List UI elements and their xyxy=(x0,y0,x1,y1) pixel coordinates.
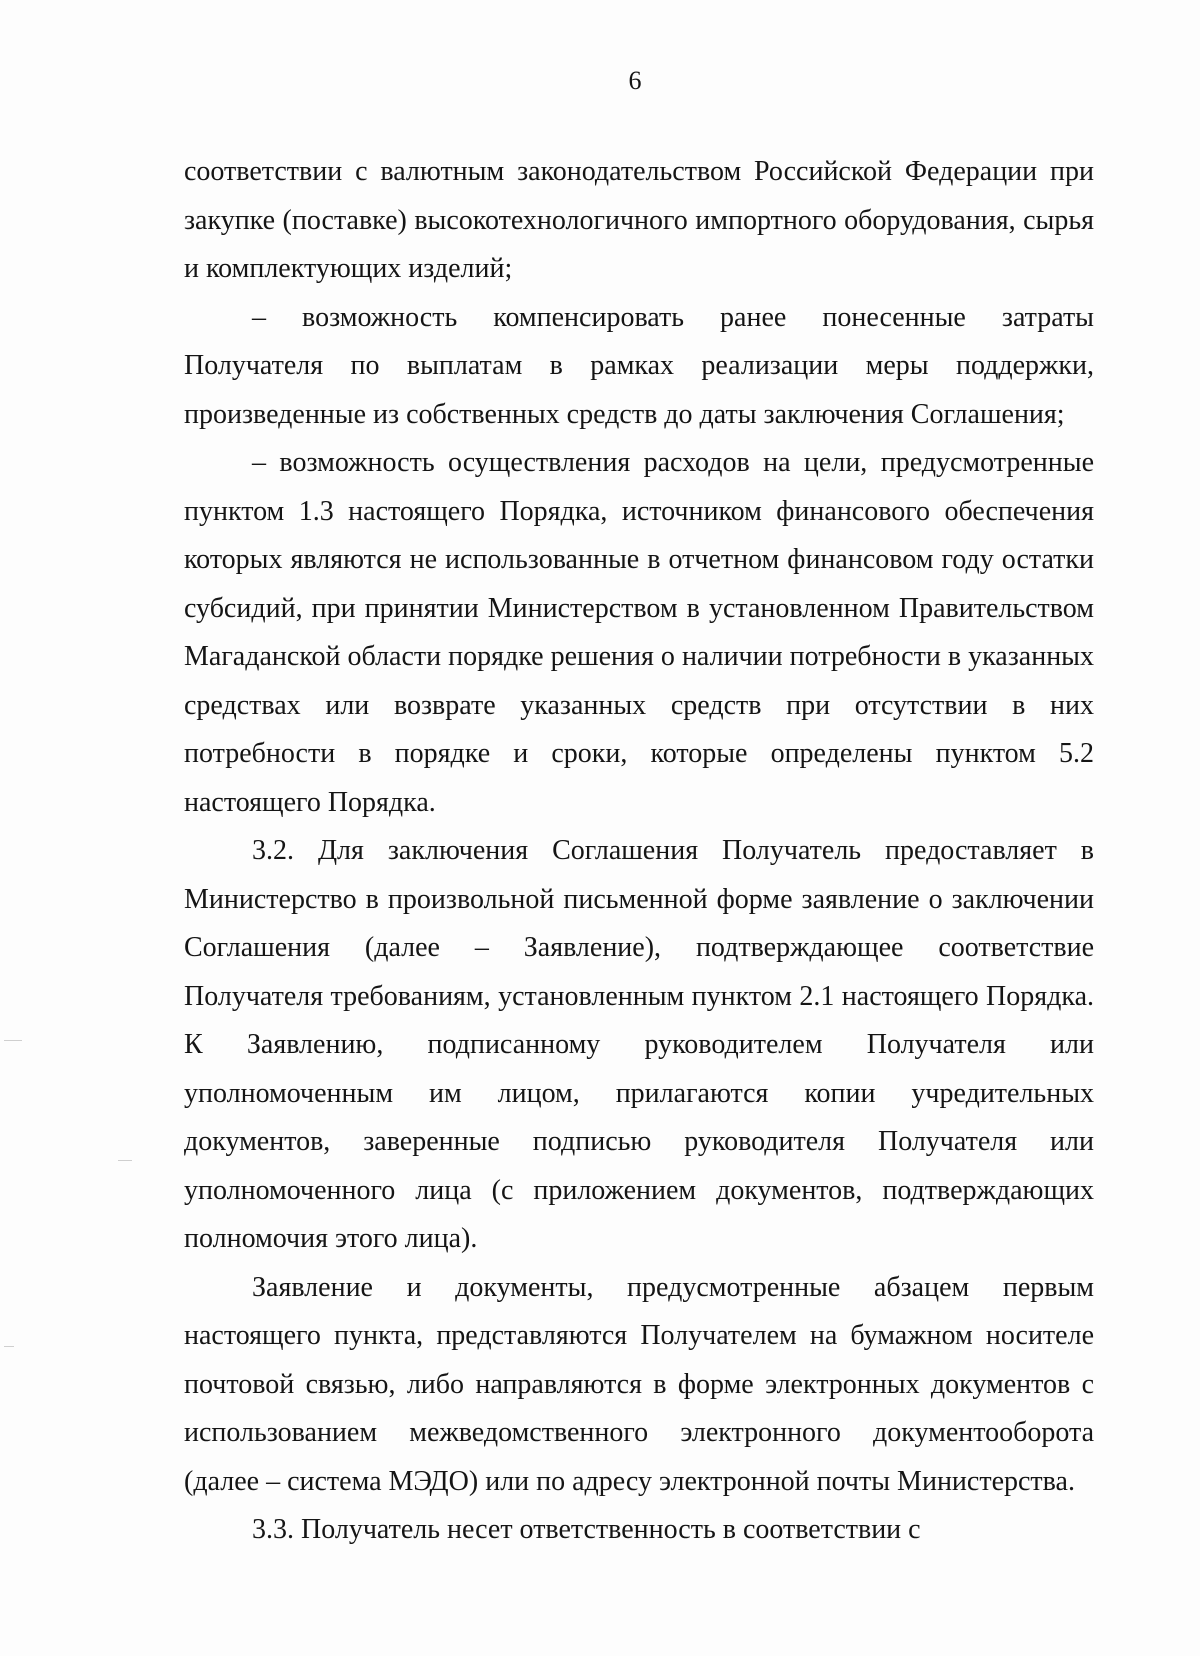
paragraph-bullet-expenses: – возможность осуществления расходов на цели, предусмотренные пунктом 1.3 настоящего Порядка, источником финансового обеспечения которых являются не использованные в отчетном финансовом году остатки субсидий, при принятии Министерством в установленном Правительством Магаданской области порядке решения о наличии потребности в указанных средствах или возврате указанных средств при отсутствии в них потребности в порядке и сроки, которые определены пунктом 5.2 настоящего Порядка. xyxy=(184,447,1094,818)
scan-edge-mark xyxy=(4,1040,22,1041)
scan-edge-mark xyxy=(4,1346,14,1347)
paragraph-3-3: 3.3. Получатель несет ответственность в соответствии с xyxy=(252,1514,921,1545)
paragraph-continuation: соответствии с валютным законодательством Российской Федерации при закупке (поставке) высокотехнологичного импортного оборудования, сырья и комплектующих изделий; xyxy=(184,156,1094,284)
paragraph-bullet-compensation: – возможность компенсировать ранее понесенные затраты Получателя по выплатам в рамках реализации меры поддержки, произведенные из собственных средств до даты заключения Соглашения; xyxy=(184,301,1094,430)
body-text xyxy=(184,148,1094,1555)
paragraph-3-2: 3.2. Для заключения Соглашения Получатель предоставляет в Министерство в произвольной письменной форме заявление о заключении Соглашения (далее – Заявление), подтверждающее соответствие Получателя требованиям, установленным пунктом 2.1 настоящего Порядка. К Заявлению, подписанному руководителем Получателя или уполномоченным им лицом, прилагаются копии учредительных документов, заверенные подписью руководителя Получателя или уполномоченного лица (с приложением документов, подтверждающих полномочия этого лица). xyxy=(184,835,1094,1254)
scan-edge-mark xyxy=(118,1160,132,1161)
page-number: 6 xyxy=(628,66,642,95)
paragraph-application-submission: Заявление и документы, предусмотренные абзацем первым настоящего пункта, представляются Получателем на бумажном носителе почтовой связью, либо направляются в форме электронных документов с использованием межведомственного электронного документооборота (далее – система МЭДО) или по адресу электронной почты Министерства. xyxy=(184,1271,1094,1497)
